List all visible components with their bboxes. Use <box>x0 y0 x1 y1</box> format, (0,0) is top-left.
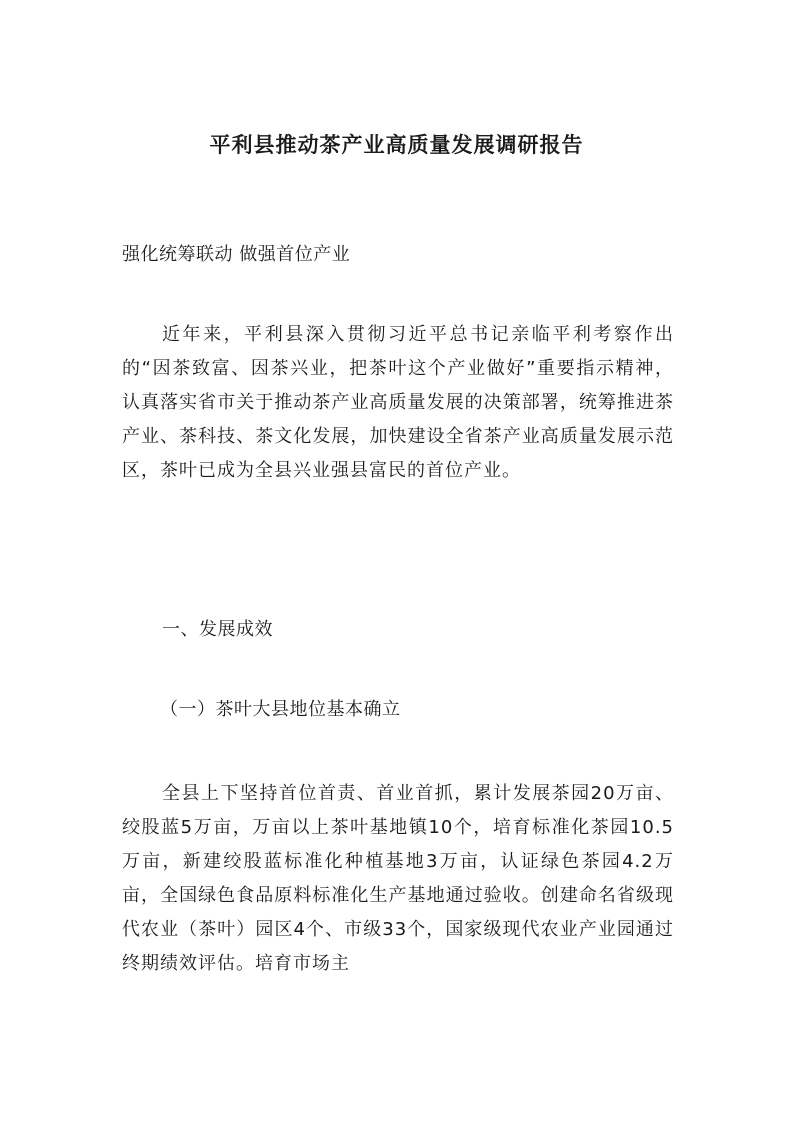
document-subtitle: 强化统筹联动 做强首位产业 <box>122 244 351 265</box>
intro-paragraph: 近年来，平利县深入贯彻习近平总书记亲临平利考察作出的“因茶致富、因茶兴业，把茶叶这个产业做好”重要指示精神，认真落实省市关于推动茶产业高质量发展的决策部署，统筹推进茶产业、茶科技、茶文化发展，加快建设全省茶产业高质量发展示范区，茶叶已成为全县兴业强县富民的首位产业。 <box>122 324 674 481</box>
subsection-heading: （一）茶叶大县地位基本确立 <box>160 699 401 720</box>
section-heading: 一、发展成效 <box>162 619 273 640</box>
document-title: 平利县推动茶产业高质量发展调研报告 <box>209 133 584 157</box>
body-paragraph: 全县上下坚持首位首责、首业首抓，累计发展茶园20万亩、绞股蓝5万亩，万亩以上茶叶基地镇10个，培育标准化茶园10.5万亩，新建绞股蓝标准化种植基地3万亩，认证绿色茶园4.2万亩，全国绿色食品原料标准化生产基地通过验收。创建命名省级现代农业（茶叶）园区4个、市级33个，国家级现代农业产业园通过终期绩效评估。培育市场主 <box>122 783 674 974</box>
